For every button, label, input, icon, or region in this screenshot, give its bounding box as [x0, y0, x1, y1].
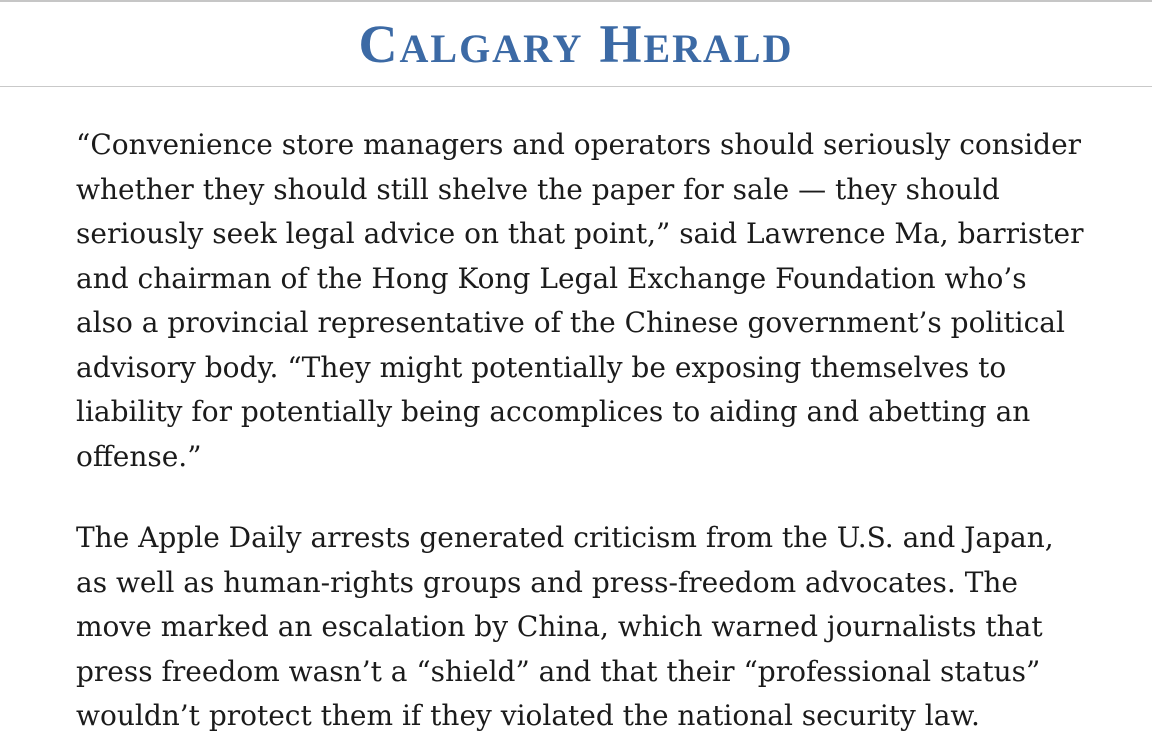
- logo-herald-initial: H: [599, 14, 644, 74]
- masthead: [0, 2, 1152, 87]
- article-paragraph-1: “Convenience store managers and operators should seriously consider whether they should still shelve the paper for sale — they should seriously seek legal advice on that point,” said Lawrence Ma, barrister and chairman of the Hong Kong Legal Exchange Foundation who’s also a provincial representative of the Chinese government’s political advisory body. “They might potentially be exposing themselves to liability for potentially being accomplices to aiding and abetting an offense.”: [76, 128, 1084, 473]
- logo-word-calgary: [358, 14, 584, 74]
- article-body: [0, 87, 1152, 739]
- logo-herald-rest: ERALD: [643, 26, 794, 71]
- logo-word-herald: [599, 14, 794, 74]
- calgary-herald-logo[interactable]: [358, 14, 794, 74]
- article-paragraph-2: The Apple Daily arrests generated criticism from the U.S. and Japan, as well as human-rights groups and press-freedom advocates. The move marked an escalation by China, which warned journalists that press freedom wasn’t a “shield” and that their “professional status” wouldn’t protect them if they violated the national security law.: [76, 521, 1054, 732]
- logo-calgary-initial: C: [358, 14, 400, 74]
- logo-calgary-rest: ALGARY: [399, 26, 584, 71]
